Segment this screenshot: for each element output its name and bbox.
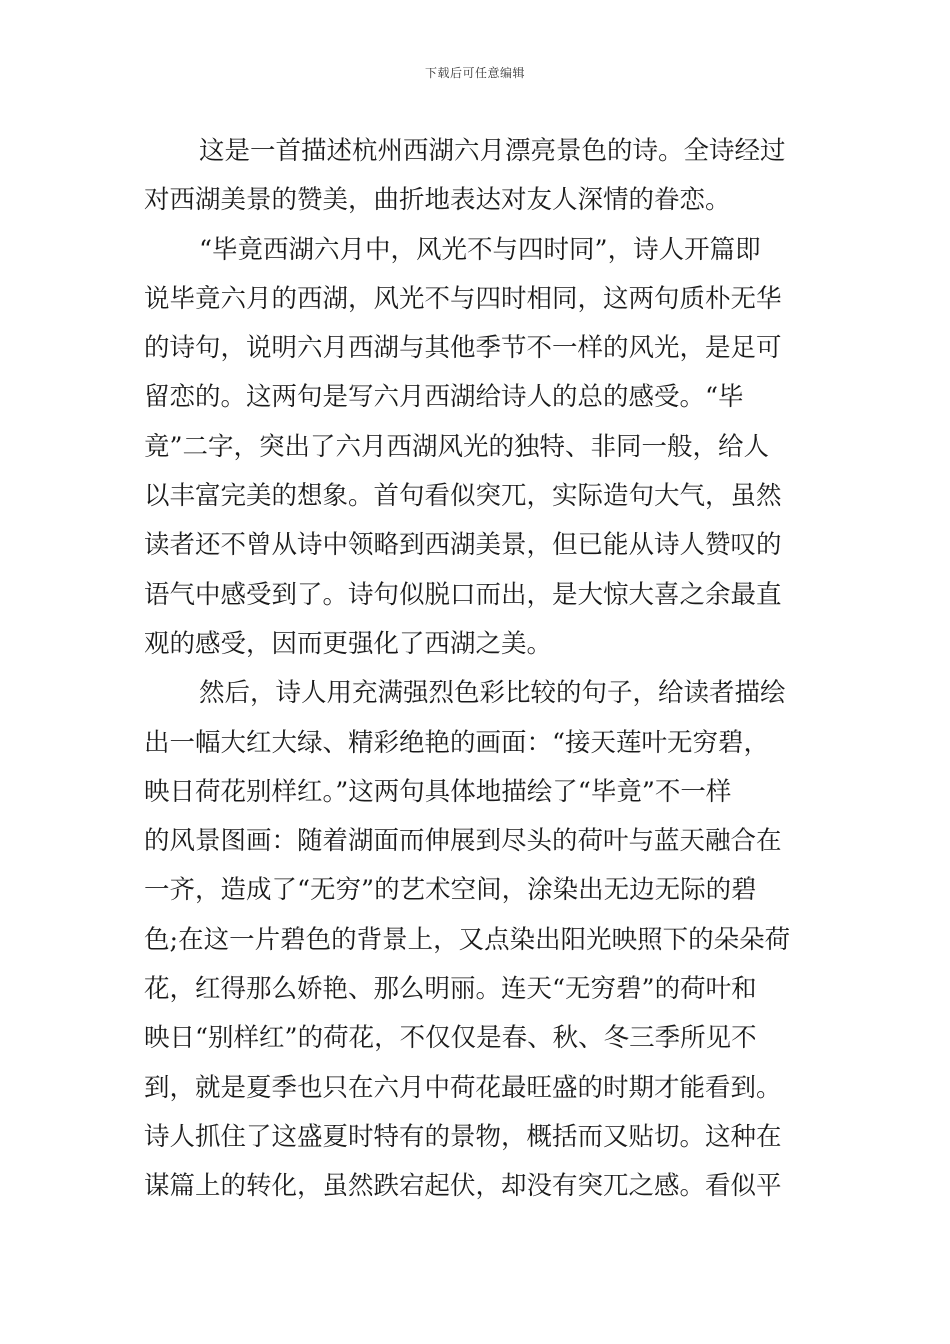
paragraph-line: 的风景图画：随着湖面而伸展到尽头的荷叶与蓝天融合在 <box>144 826 782 857</box>
paragraph-line: 色;在这一片碧色的背景上，又点染出阳光映照下的朵朵荷 <box>144 924 791 955</box>
paragraph-line: 竟”二字，突出了六月西湖风光的独特、非同一般，给人 <box>144 431 770 462</box>
paragraph-line: 出一幅大红大绿、精彩绝艳的画面：“接天莲叶无穷碧， <box>144 727 770 758</box>
paragraph-line: 说毕竟六月的西湖，风光不与四时相同，这两句质朴无华 <box>144 283 782 314</box>
paragraph-line: 留恋的。这两句是写六月西湖给诗人的总的感受。“毕 <box>144 382 744 413</box>
paragraph-line: 到，就是夏季也只在六月中荷花最旺盛的时期才能看到。 <box>144 1072 782 1103</box>
paragraph-line: 对西湖美景的赞美，曲折地表达对友人深情的眷恋。 <box>144 185 731 216</box>
paragraph-line: 这是一首描述杭州西湖六月漂亮景色的诗。全诗经过 <box>199 136 786 166</box>
paragraph-line: “毕竟西湖六月中，风光不与四时同”，诗人开篇即 <box>199 234 761 265</box>
paragraph-line: 花，红得那么娇艳、那么明丽。连天“无穷碧”的荷叶和 <box>144 974 757 1005</box>
page-header-note: 下载后可任意编辑 <box>424 66 525 80</box>
paragraph-line: 一齐，造成了“无穷”的艺术空间，涂染出无边无际的碧 <box>144 875 757 906</box>
paragraph-line: 诗人抓住了这盛夏时特有的景物，概括而又贴切。这种在 <box>144 1121 782 1152</box>
paragraph-line: 然后，诗人用充满强烈色彩比较的句子，给读者描绘 <box>199 678 786 709</box>
paragraph-line: 映日“别样红”的荷花，不仅仅是春、秋、冬三季所见不 <box>144 1023 757 1054</box>
document-body <box>144 127 806 1212</box>
paragraph-line: 读者还不曾从诗中领略到西湖美景，但已能从诗人赞叹的 <box>144 530 782 561</box>
paragraph-line: 以丰富完美的想象。首句看似突兀，实际造句大气，虽然 <box>144 481 782 512</box>
paragraph-line: 谋篇上的转化，虽然跌宕起伏，却没有突兀之感。看似平 <box>144 1171 782 1202</box>
paragraph-line: 观的感受，因而更强化了西湖之美。 <box>144 628 553 659</box>
paragraph-line: 映日荷花别样红。”这两句具体地描绘了“毕竟”不一样 <box>144 776 732 807</box>
paragraph-line: 的诗句，说明六月西湖与其他季节不一样的风光，是足可 <box>144 333 782 364</box>
paragraph-line: 语气中感受到了。诗句似脱口而出，是大惊大喜之余最直 <box>144 579 782 610</box>
